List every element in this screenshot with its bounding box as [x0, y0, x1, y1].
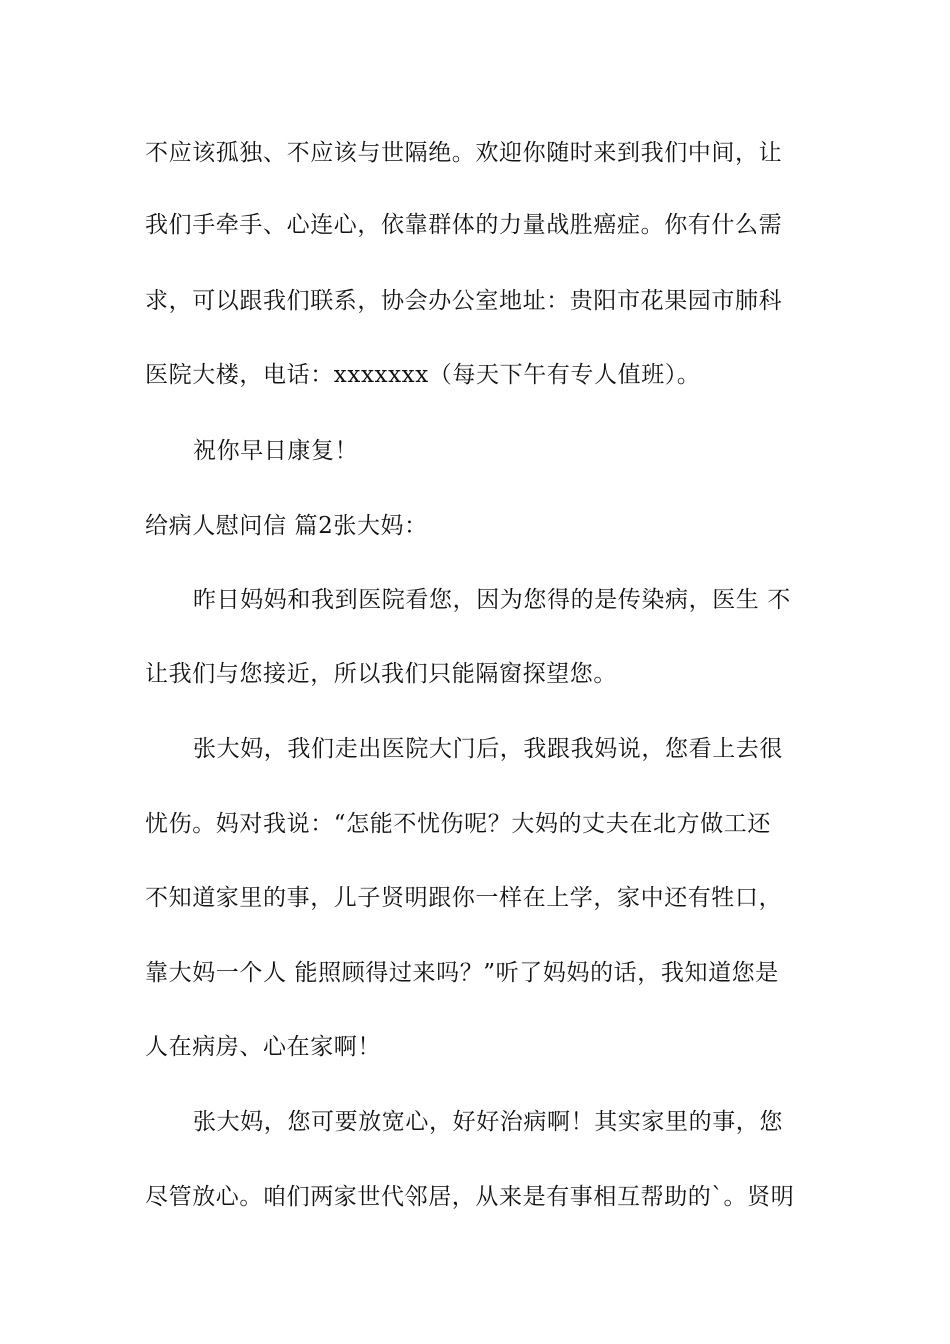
- text-line: 靠大妈一个人 能照顾得过来吗？”听了妈妈的话，我知道您是: [145, 960, 779, 986]
- text-line: 张大妈，您可要放宽心，好好治病啊！其实家里的事，您: [193, 1109, 783, 1135]
- text-line: 人在病房、心在家啊！: [145, 1034, 381, 1060]
- section-heading: 给病人慰问信 篇2张大妈：: [145, 513, 428, 539]
- text-line: 让我们与您接近，所以我们只能隔窗探望您。: [145, 661, 617, 687]
- text-line: 祝你早日康复！: [193, 438, 359, 464]
- text-line: 昨日妈妈和我到医院看您，因为您得的是传染病，医生 不: [193, 587, 791, 613]
- text-line: 医院大楼，电话：xxxxxxx（每天下午有专人值班）。: [145, 362, 701, 388]
- text-line: 张大妈，我们走出医院大门后，我跟我妈说，您看上去很: [193, 736, 783, 762]
- text-line: 求，可以跟我们联系，协会办公室地址：贵阳市花果园市肺科: [145, 288, 783, 314]
- text-line: 忧伤。妈对我说：“怎能不忧伤呢？大妈的丈夫在北方做工还: [145, 811, 771, 837]
- text-line: 尽管放心。咱们两家世代邻居，从来是有事相互帮助的`。贤明: [145, 1184, 795, 1210]
- text-line: 我们手牵手、心连心，依靠群体的力量战胜癌症。你有什么需: [145, 212, 783, 238]
- text-line: 不知道家里的事，儿子贤明跟你一样在上学，家中还有牲口，: [145, 885, 783, 911]
- text-line: 不应该孤独、不应该与世隔绝。欢迎你随时来到我们中间，让: [145, 140, 783, 166]
